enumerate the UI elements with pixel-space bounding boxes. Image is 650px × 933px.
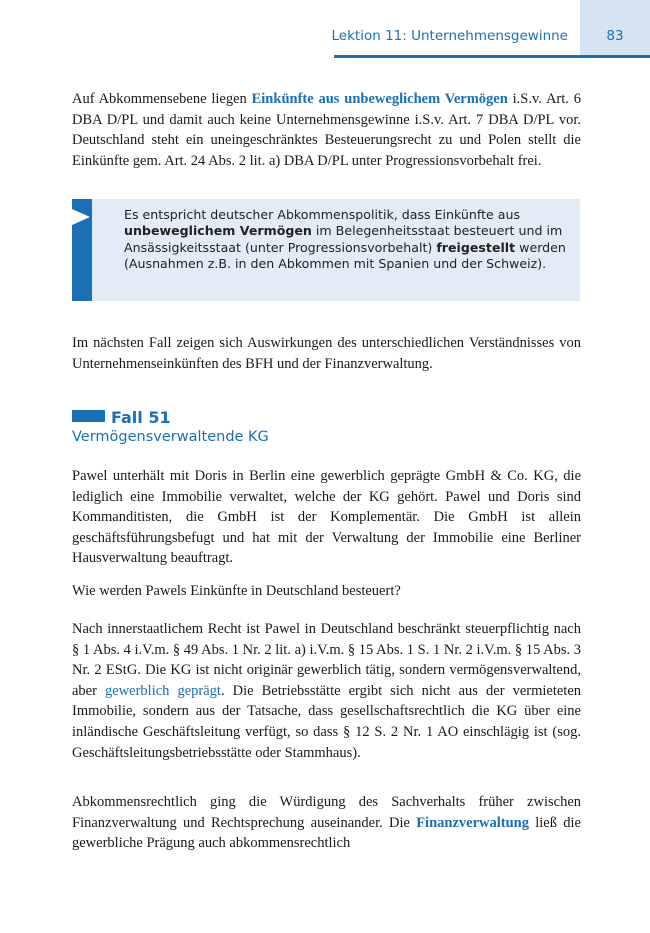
note-bold-b: unbeweglichem Vermögen	[124, 223, 312, 239]
p5-text-c: . Die Betriebsstätte ergibt sich nicht aus der vermieteten Immobilie, sondern aus der Tatsache, dass gesellschaftsrechtlich die KG über eine inländische Geschäftsleitung verfügt, so dass § 12 S. 2 Nr. 1 AO einschlägig ist (sog. Geschäftsleitungsbetriebsstätte oder Stammhaus).	[72, 682, 581, 761]
page-header	[0, 0, 650, 58]
note-text-e: werden (Ausnahmen z.B. in den Abkommen mit Spanien und der Schweiz).	[124, 239, 566, 272]
p4-text: Wie werden Pawels Einkünfte in Deutschland besteuert?	[72, 583, 401, 599]
paragraph-6	[72, 792, 581, 854]
p5-highlight: gewerblich geprägt	[105, 682, 221, 699]
info-box-text	[124, 207, 569, 273]
p1-highlight: Einkünfte aus unbeweglichem Vermögen	[251, 91, 508, 107]
p6-highlight: Finanzverwaltung	[416, 814, 529, 831]
note-bold-d: freigestellt	[436, 239, 516, 255]
paragraph-2	[72, 333, 581, 374]
case-marker	[72, 410, 105, 422]
chapter-title: Lektion 11: Unternehmensgewinne	[331, 28, 568, 44]
paragraph-5	[72, 619, 581, 763]
p5-text-a: Nach innerstaatlichem Recht ist Pawel in Deutschland beschränkt steuerpflichtig nach § 1 Abs. 4 i.V.m. § 49 Abs. 1 Nr. 2 lit. a) i.V.m. § 15 Abs. 1 S. 1 Nr. 2 i.V.m. § 15 Abs. 3 Nr. 2 EStG. Die KG ist nicht originär gewerblich tätig, sondern vermögensverwaltend, aber	[72, 621, 581, 699]
paragraph-4	[72, 581, 581, 602]
note-text-a: Es entspricht deutscher Abkommenspolitik, dass Einkünfte aus	[124, 207, 521, 222]
p3-text: Pawel unterhält mit Doris in Berlin eine gewerblich geprägte GmbH & Co. KG, die lediglich eine Immobilie verwaltet, welche der KG gehört. Pawel und Doris sind Kommanditisten, die GmbH ist der Komplementär. Die GmbH ist allein geschäftsführungsbefugt und hat mit der Verwaltung der Immobilie eine Berliner Hausverwaltung beauftragt.	[72, 468, 581, 567]
header-rule	[334, 55, 650, 58]
p6-text-a: Abkommensrechtlich ging die Würdigung des Sachverhalts früher zwischen Finanzverwaltung und Rechtsprechung auseinander. Die	[72, 794, 581, 831]
paragraph-1	[72, 89, 581, 171]
arrow-right-icon	[72, 209, 90, 225]
page-number: 83	[606, 28, 624, 44]
case-number: Fall 51	[111, 408, 171, 427]
info-box	[72, 199, 580, 301]
note-text-c: im Belegenheitsstaat besteuert und im Ansässigkeitsstaat (unter Progressionsvorbehalt)	[124, 223, 563, 255]
p1-text-a: Auf Abkommensebene liegen	[72, 91, 252, 107]
case-heading	[72, 408, 269, 445]
p6-text-c: ließ die gewerbliche Prägung auch abkommensrechtlich	[72, 814, 581, 852]
p1-text-c: i.S.v. Art. 6 DBA D/PL und damit auch keine Unternehmensgewinne i.S.v. Art. 7 DBA D/PL vor. Deutschland steht ein uneingeschränktes Besteuerungsrecht zu und Polen stellt die Einkünfte gem. Art. 24 Abs. 2 lit. a) DBA D/PL unter Progressionsvorbehalt frei.	[72, 91, 581, 169]
paragraph-3	[72, 466, 581, 569]
case-title: Vermögensverwaltende KG	[72, 429, 269, 445]
page-number-box	[580, 0, 650, 58]
p2-text: Im nächsten Fall zeigen sich Auswirkungen des unterschiedlichen Verständnisses von Unternehmenseinkünften des BFH und der Finanzverwaltung.	[72, 335, 581, 372]
